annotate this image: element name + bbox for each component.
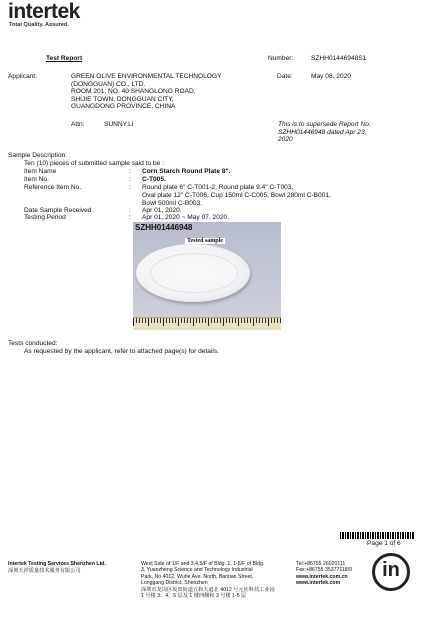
report-title: Test Report: [46, 55, 83, 62]
sample-intro: Ten (10) pieces of submitted sample said to be :: [24, 160, 165, 167]
sample-photo: [133, 222, 281, 330]
item-name-label: Item Name: [24, 168, 57, 175]
received-value: Apr 01, 2020.: [142, 207, 182, 214]
reference-more: Bowl 500ml C-B003.: [142, 200, 203, 207]
colon: :: [129, 168, 131, 175]
address-line: West Side of 1/F and 3,4,5/F of Bldg. 1, 1-5/F of Bldg.: [141, 561, 265, 567]
photo-report-id: SZHH01446948: [135, 223, 193, 232]
applicant-line: GREEN OLIVE ENVIRONMENTAL TECHNOLOGY: [71, 73, 222, 80]
tests-text: As requested by the applicant, refer to attached page(s) for details.: [24, 348, 219, 355]
number-label: Number:: [268, 55, 294, 62]
tagline: Total Quality. Assured.: [9, 22, 69, 28]
sample-heading: Sample Description:: [8, 152, 68, 159]
reference-more: Oval plate 12" C-T006, Cup 150ml C-C005, Bowl 280ml C-B001,: [142, 192, 331, 199]
number-value: SZHH01446948S1: [311, 55, 367, 62]
tested-sample-tag: Tested sample: [187, 238, 223, 244]
applicant-line: ROOM 201, NO. 40 SHANGLONG ROAD,: [71, 88, 196, 96]
page-indicator: Page 1 of 6: [367, 540, 401, 547]
address-line: 深圳市龙岗区坂田街道五和大道北 4012 号元征科技工业园: [141, 586, 275, 593]
address-line: 3, Yuanzheng Science and Technology Industrial: [141, 567, 253, 574]
tests-heading: Tests conducted:: [8, 340, 58, 347]
supersede-line: This is to supersede Report No.: [278, 121, 371, 128]
tel: Tel:+86755 26020111: [296, 561, 346, 567]
reference-value: Round plate 6" C-T001-2, Round plate 9.4" C-T003,: [142, 184, 294, 191]
applicant-label: Applicant:: [8, 73, 37, 80]
reference-label: Reference Item No.: [24, 184, 82, 191]
footer-contact: [296, 561, 352, 587]
item-name-value: Corn Starch Round Plate 8".: [142, 168, 231, 175]
supersede-line: 2020: [278, 136, 293, 144]
footer-company-en: Intertek Testing Services Shenzhen Ltd.: [8, 561, 106, 567]
attn-label: Attn:: [71, 121, 85, 128]
item-no-label: Item No.: [24, 176, 49, 183]
footer-address: [141, 561, 275, 599]
item-no-value: C-T005.: [142, 176, 166, 183]
address-line: Park, No.4012, Wuhe Ave. North, Bantian Street,: [141, 573, 254, 580]
plate-well: [150, 253, 238, 293]
website: www.intertek.com: [296, 580, 341, 587]
footer-company-cn: 深圳天祥质量技术服务有限公司: [8, 568, 81, 574]
date-label: Date:: [277, 73, 293, 80]
applicant-address: [71, 73, 221, 111]
supersede-note: [278, 121, 371, 144]
date-value: May 08, 2020: [311, 73, 351, 80]
applicant-line: (DONGGUAN) CO., LTD.: [71, 80, 146, 88]
plate-image: [136, 244, 250, 302]
supersede-line: SZHH01446948 dated Apr 23,: [278, 128, 367, 136]
testing-period-value: Apr 01, 2020 ~ May 07, 2020.: [142, 214, 230, 221]
colon: :: [129, 184, 131, 191]
received-label: Date Sample Received: [24, 207, 92, 214]
badge-text: in: [382, 559, 400, 581]
website-cn: www.intertek.com.cn: [296, 573, 348, 580]
address-line: Longgang District, Shenzhen: [141, 580, 208, 587]
fax: Fax:+86755 35377118/9: [296, 567, 353, 574]
address-line: 1 号楼 3、4、5 层及 1 楼西侧和 3 号楼 1-5 层: [141, 593, 247, 600]
barcode: [340, 532, 415, 539]
intertek-logo: intertek: [8, 0, 80, 23]
testing-period-label: Testing Period: [24, 214, 66, 221]
applicant-line: SHIJIE TOWN, DONGGUAN CITY,: [71, 95, 174, 103]
colon: :: [129, 176, 131, 183]
ruler: [133, 317, 281, 330]
intertek-in-badge-icon: [372, 553, 410, 591]
applicant-line: GUANGDONG PROVINCE, CHINA: [71, 103, 176, 111]
colon: :: [129, 207, 131, 214]
ruler-major-ticks: [133, 318, 281, 326]
attn-value: SUNNY.LI: [104, 121, 134, 128]
colon: :: [129, 214, 131, 221]
